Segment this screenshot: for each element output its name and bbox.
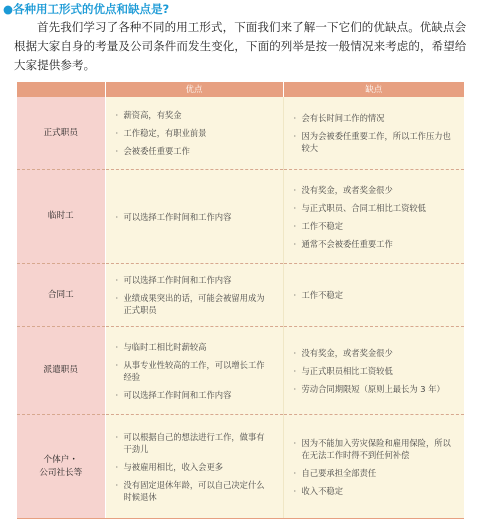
disadvantage-item: · 因为不能加入劳灾保险和雇用保险，所以在无法工作时得不到任何补偿 (294, 437, 455, 461)
advantage-item: · 可以选择工作时间和工作内容 (116, 211, 273, 223)
disadvantage-item: · 会有长时间工作的情况 (294, 112, 455, 124)
disadvantage-item: · 与正式职员、合同工相比工资较低 (294, 202, 455, 214)
advantage-item: · 业绩成果突出的话，可能会被留用成为正式职员 (116, 292, 273, 316)
row-type-label: 临时工 (17, 170, 105, 264)
row-type-label-line2: 公司社长等 (39, 467, 83, 478)
disadvantages-cell (283, 170, 464, 264)
advantage-item: · 从事专业性较高的工作，可以增长工作经验 (116, 359, 273, 383)
advantages-cell (105, 415, 283, 519)
advantage-item: · 没有固定退休年龄，可以自己决定什么时候退休 (116, 479, 273, 503)
header-disadvantages: 缺点 (283, 82, 464, 97)
disadvantage-item: · 没有奖金，或者奖金很少 (294, 347, 455, 359)
disadvantage-item: · 劳动合同期限短（原则上最长为 3 年） (294, 383, 455, 395)
table-row (17, 264, 464, 327)
disadvantages-cell (283, 264, 464, 327)
disadvantages-cell (283, 97, 464, 170)
disadvantage-item: · 因为会被委任重要工作，所以工作压力也较大 (294, 130, 455, 154)
intro-paragraph: 首先我们学习了各种不同的用工形式，下面我们来了解一下它们的优缺点。优缺点会根据大家自身的考量及公司条件而发生变化，下面的列举是按一般情况来考虑的，希望给大家提供参考。 (14, 20, 467, 72)
row-type-label (17, 415, 105, 519)
disadvantage-item: · 通常不会被委任重要工作 (294, 238, 455, 250)
table-header-row (17, 82, 464, 97)
disadvantage-item: · 工作不稳定 (294, 220, 455, 232)
disadvantages-cell (283, 327, 464, 415)
table-row (17, 97, 464, 170)
advantage-item: · 与临时工相比时薪较高 (116, 341, 273, 353)
advantages-cell (105, 170, 283, 264)
row-type-label-line1: 个体户・ (43, 454, 78, 465)
row-type-label: 派遣职员 (17, 327, 105, 415)
advantage-item: · 会被委任重要工作 (116, 145, 273, 157)
table-row (17, 327, 464, 415)
disadvantage-item: · 自己要承担全部责任 (294, 467, 455, 479)
advantage-item: · 可以选择工作时间和工作内容 (116, 274, 273, 286)
advantage-item: · 可以根据自己的想法进行工作，做事有干劲儿 (116, 431, 273, 455)
comparison-table (17, 82, 464, 519)
header-advantages: 优点 (105, 82, 283, 97)
table-row (17, 170, 464, 264)
table-row (17, 415, 464, 519)
header-type (17, 82, 105, 97)
disadvantage-item: · 与正式职员相比工资较低 (294, 365, 455, 377)
advantage-item: · 可以选择工作时间和工作内容 (116, 389, 273, 401)
advantages-cell (105, 264, 283, 327)
advantages-cell (105, 327, 283, 415)
row-type-label: 正式职员 (17, 97, 105, 170)
row-type-label: 合同工 (17, 264, 105, 327)
advantages-cell (105, 97, 283, 170)
disadvantage-item: · 没有奖金，或者奖金很少 (294, 184, 455, 196)
disadvantages-cell (283, 415, 464, 519)
section-heading: ●各种用工形式的优点和缺点是? (3, 2, 170, 16)
advantage-item: · 工作稳定，有职业前景 (116, 127, 273, 139)
advantage-item: · 与被雇用相比，收入会更多 (116, 461, 273, 473)
disadvantage-item: · 工作不稳定 (294, 289, 455, 301)
disadvantage-item: · 收入不稳定 (294, 485, 455, 497)
advantage-item: · 薪资高，有奖金 (116, 109, 273, 121)
